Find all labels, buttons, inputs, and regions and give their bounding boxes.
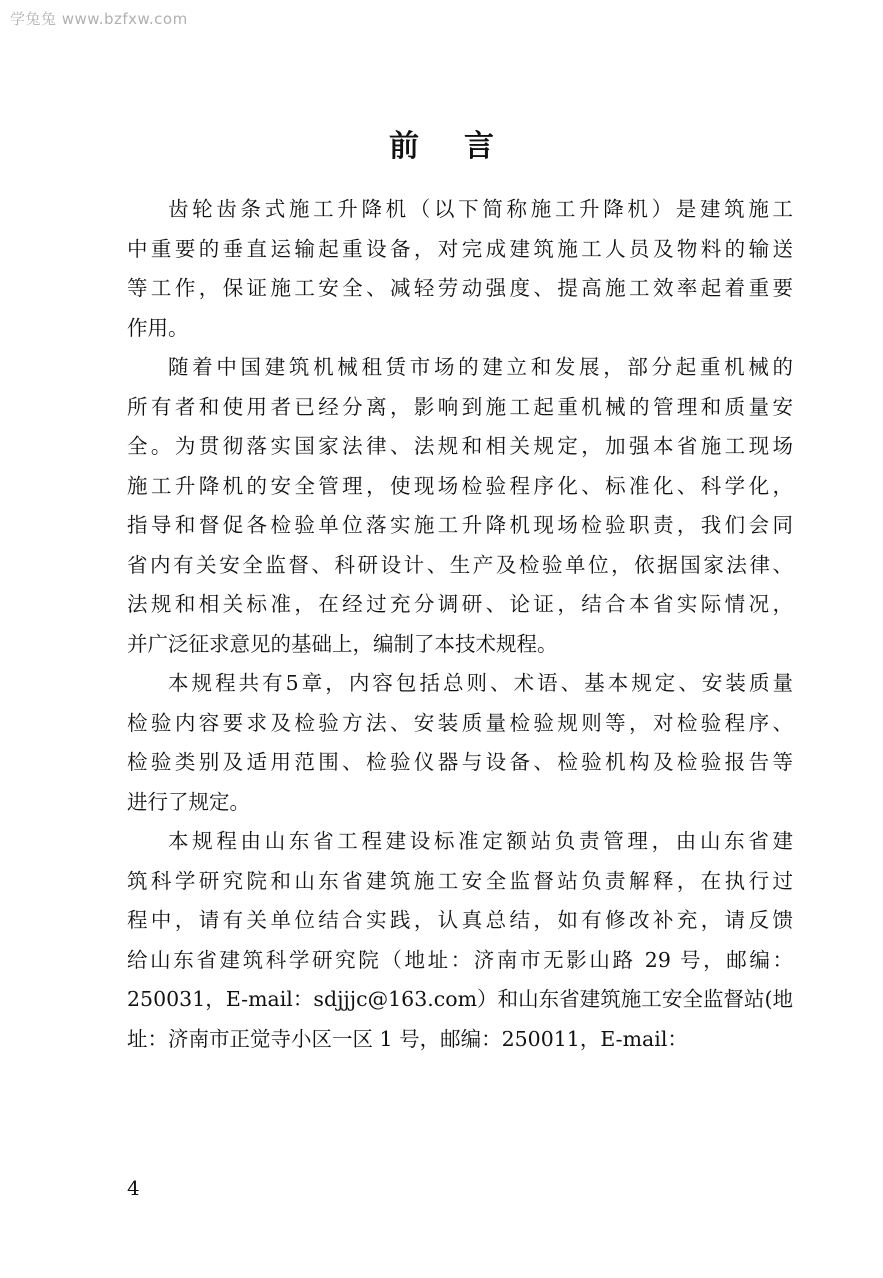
paragraph-line: 省内有关安全监督、科研设计、生产及检验单位，依据国家法律、 — [127, 552, 793, 577]
paragraph-line: 程中，请有关单位结合实践，认真总结，如有修改补充，请反馈 — [127, 908, 793, 932]
paragraph-line: 中重要的垂直运输起重设备，对完成建筑施工人员及物料的输送 — [127, 236, 793, 261]
paragraph — [127, 190, 793, 348]
page-number: 4 — [127, 1176, 140, 1200]
paragraph-line: 所有者和使用者已经分离，影响到施工起重机械的管理和质量安 — [127, 394, 793, 419]
paragraph-line: 并广泛征求意见的基础上，编制了本技术规程。 — [127, 631, 558, 656]
paragraph — [127, 822, 793, 1059]
paragraph-line: 250031，E-mail：sdjjjc@163.com）和山东省建筑施工安全监督站(地 — [127, 987, 793, 1011]
paragraph-line: 施工升降机的安全管理，使现场检验程序化、标准化、科学化， — [127, 473, 793, 498]
paragraph-line: 法规和相关标准，在经过充分调研、论证，结合本省实际情况， — [127, 592, 793, 616]
document-body — [127, 190, 793, 1059]
watermark: 学兔兔 www.bzfxw.com — [10, 10, 188, 28]
paragraph-line: 检验类别及适用范围、检验仪器与设备、检验机构及检验报告等 — [127, 750, 793, 774]
paragraph-line: 本规程由山东省工程建设标准定额站负责管理，由山东省建 — [168, 829, 793, 853]
paragraph — [127, 348, 793, 664]
paragraph-line: 址：济南市正觉寺小区一区 1 号，邮编：250011，E-mail： — [127, 1026, 688, 1051]
page-title: 前言 — [389, 129, 539, 164]
paragraph-line: 等工作，保证施工安全、减轻劳动强度、提高施工效率起着重要 — [127, 276, 793, 300]
paragraph-line: 指导和督促各检验单位落实施工升降机现场检验职责，我们会同 — [127, 513, 793, 537]
paragraph-line: 进行了规定。 — [127, 789, 250, 814]
paragraph-line: 给山东省建筑科学研究院（地址：济南市无影山路 29 号，邮编： — [127, 947, 793, 972]
paragraph-line: 作用。 — [127, 315, 189, 340]
paragraph-line: 本规程共有5章，内容包括总则、术语、基本规定、安装质量 — [168, 671, 793, 695]
paragraph-line: 检验内容要求及检验方法、安装质量检验规则等，对检验程序、 — [127, 710, 793, 735]
paragraph-line: 筑科学研究院和山东省建筑施工安全监督站负责解释，在执行过 — [127, 868, 793, 893]
paragraph-line: 齿轮齿条式施工升降机（以下简称施工升降机）是建筑施工 — [168, 197, 793, 221]
paragraph-line: 随着中国建筑机械租赁市场的建立和发展，部分起重机械的 — [168, 355, 793, 379]
paragraph-line: 全。为贯彻落实国家法律、法规和相关规定，加强本省施工现场 — [127, 434, 793, 458]
paragraph — [127, 664, 793, 822]
